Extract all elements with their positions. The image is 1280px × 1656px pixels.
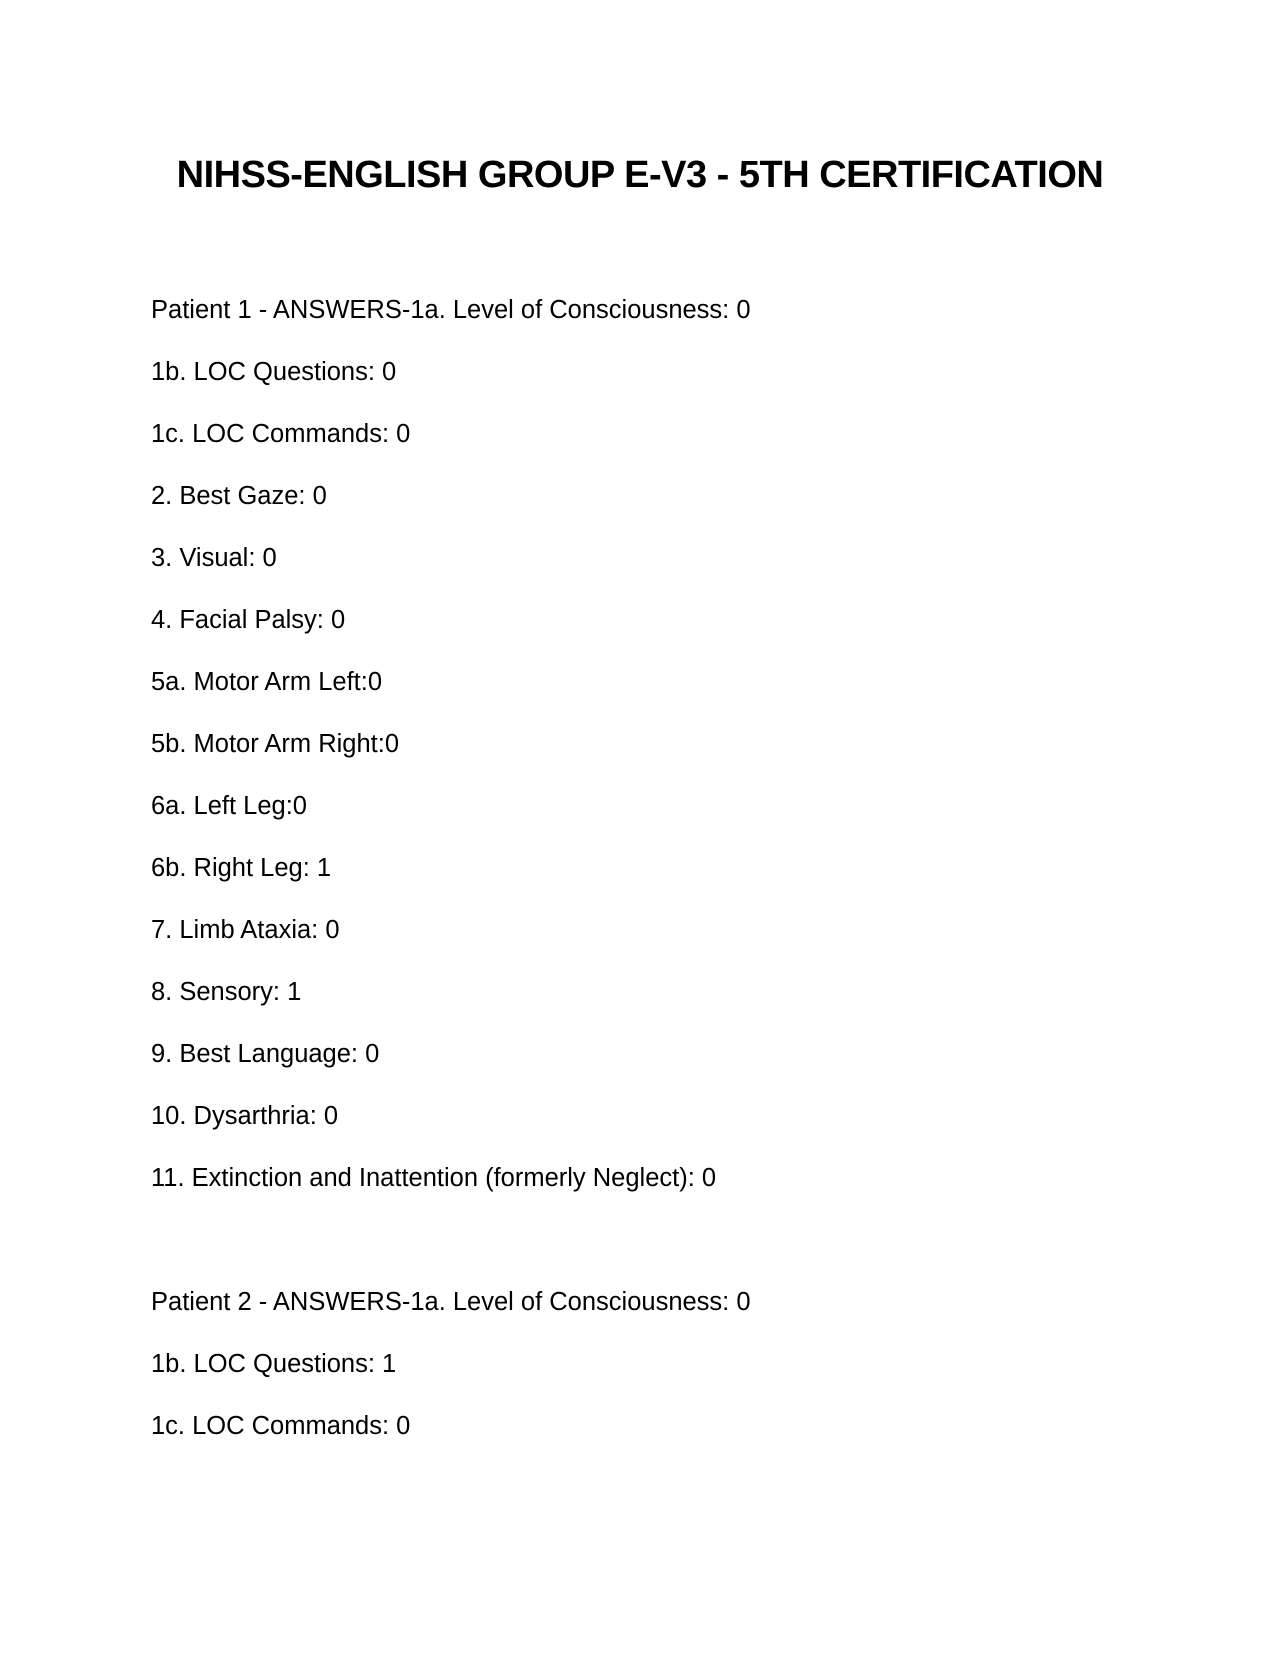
answer-line: 5b. Motor Arm Right:0: [151, 730, 400, 758]
patient-2-heading: Patient 2 - ANSWERS-1a. Level of Consciousness: 0: [151, 1288, 751, 1316]
answer-line: 6b. Right Leg: 1: [151, 854, 332, 882]
patient-1-heading: Patient 1 - ANSWERS-1a. Level of Consciousness: 0: [151, 296, 751, 324]
answer-line: 7. Limb Ataxia: 0: [151, 916, 340, 944]
answer-line: 5a. Motor Arm Left:0: [151, 668, 383, 696]
answer-line: 11. Extinction and Inattention (formerly Neglect): 0: [151, 1164, 717, 1192]
answer-line: 3. Visual: 0: [151, 544, 277, 572]
answer-line: 4. Facial Palsy: 0: [151, 606, 346, 634]
answer-line: 9. Best Language: 0: [151, 1040, 380, 1068]
answer-line: 6a. Left Leg:0: [151, 792, 307, 820]
answer-line: 1b. LOC Questions: 1: [151, 1350, 397, 1378]
answer-line: 8. Sensory: 1: [151, 978, 302, 1006]
answer-line: 1c. LOC Commands: 0: [151, 420, 411, 448]
answer-line: 1c. LOC Commands: 0: [151, 1412, 411, 1440]
page-title: NIHSS-ENGLISH GROUP E-V3 - 5TH CERTIFICATION: [176, 154, 1104, 196]
answer-line: 2. Best Gaze: 0: [151, 482, 327, 510]
answer-line: 10. Dysarthria: 0: [151, 1102, 339, 1130]
answer-line: 1b. LOC Questions: 0: [151, 358, 397, 386]
